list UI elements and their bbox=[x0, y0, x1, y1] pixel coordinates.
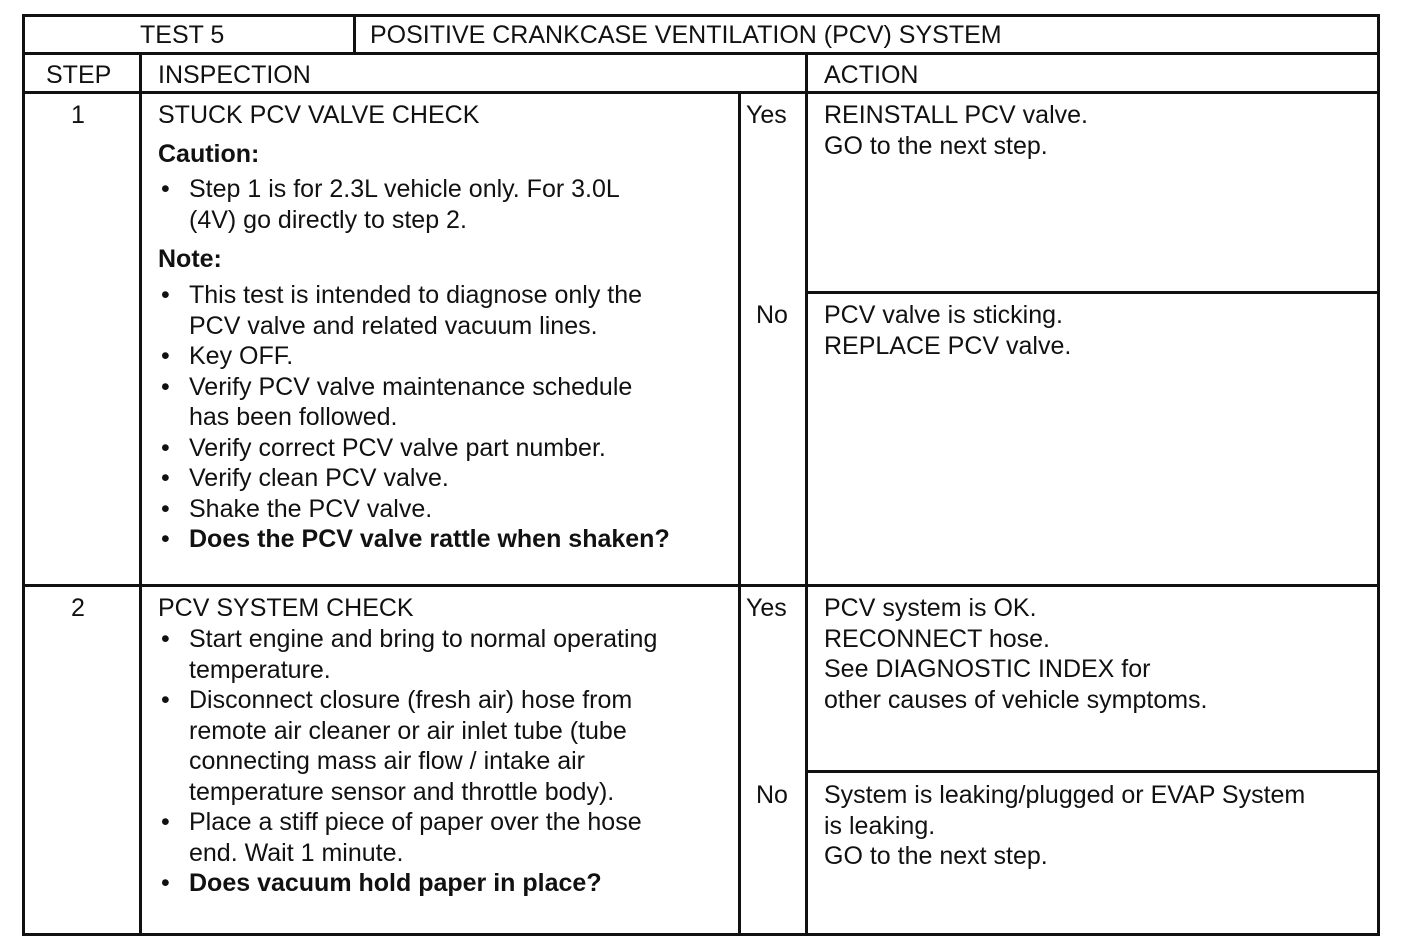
list-item: • This test is intended to diagnose only the PCV valve and related vacuum lines. bbox=[158, 280, 670, 341]
step-title: PCV SYSTEM CHECK bbox=[158, 594, 414, 622]
list-item: • Key OFF. bbox=[158, 341, 670, 372]
list-item: • Verify clean PCV valve. bbox=[158, 463, 670, 494]
list-item: • Shake the PCV valve. bbox=[158, 494, 670, 525]
column-header-step: STEP bbox=[46, 61, 112, 89]
result-yes-label: Yes bbox=[746, 101, 787, 129]
list-item: • Verify correct PCV valve part number. bbox=[158, 433, 670, 464]
table-border-right bbox=[1377, 14, 1380, 936]
no-action: PCV valve is sticking. REPLACE PCV valve. bbox=[824, 301, 1072, 360]
yes-action: PCV system is OK. RECONNECT hose. See DIAGNOSTIC INDEX for other causes of vehicle symptoms. bbox=[824, 594, 1208, 714]
table-divider-header bbox=[22, 52, 1380, 55]
result-no-label: No bbox=[756, 301, 788, 329]
list-item: • Step 1 is for 2.3L vehicle only. For 3.0L (4V) go directly to step 2. bbox=[158, 174, 620, 235]
table-border-bottom bbox=[22, 933, 1380, 936]
table-border-left bbox=[22, 14, 25, 936]
inspection-result-divider bbox=[738, 91, 741, 936]
result-yes-label: Yes bbox=[746, 594, 787, 622]
step-title: STUCK PCV VALVE CHECK bbox=[158, 101, 480, 129]
table-divider-colheader bbox=[22, 91, 1380, 94]
caution-list bbox=[158, 174, 620, 235]
table-divider-step2 bbox=[22, 584, 1380, 587]
list-item-question: • Does the PCV valve rattle when shaken? bbox=[158, 524, 670, 555]
list-item: • Start engine and bring to normal operating temperature. bbox=[158, 624, 657, 685]
system-title: POSITIVE CRANKCASE VENTILATION (PCV) SYSTEM bbox=[370, 21, 1002, 49]
step-number: 1 bbox=[71, 101, 85, 129]
test-label: TEST 5 bbox=[140, 21, 225, 49]
step-column-divider bbox=[139, 52, 142, 936]
table-border-top bbox=[22, 14, 1380, 17]
list-item: • Verify PCV valve maintenance schedule has been followed. bbox=[158, 372, 670, 433]
caution-label: Caution: bbox=[158, 140, 260, 168]
yes-action: REINSTALL PCV valve. GO to the next step. bbox=[824, 101, 1088, 160]
no-action: System is leaking/plugged or EVAP System is leaking. GO to the next step. bbox=[824, 781, 1306, 870]
result-no-label: No bbox=[756, 781, 788, 809]
list-item: • Disconnect closure (fresh air) hose from remote air cleaner or air inlet tube (tube connecting mass air flow / intake air temperature sensor and throttle body). bbox=[158, 685, 657, 807]
list-item-question: • Does vacuum hold paper in place? bbox=[158, 868, 657, 899]
note-list bbox=[158, 280, 670, 555]
column-header-action: ACTION bbox=[824, 61, 919, 89]
list-item: • Place a stiff piece of paper over the hose end. Wait 1 minute. bbox=[158, 807, 657, 868]
step1-yes-no-divider bbox=[807, 291, 1380, 294]
step-number: 2 bbox=[71, 594, 85, 622]
diagnostic-table bbox=[22, 14, 1380, 936]
step2-yes-no-divider bbox=[807, 770, 1380, 773]
header-test-divider bbox=[353, 14, 356, 54]
inspection-list bbox=[158, 624, 657, 899]
action-column-divider bbox=[805, 52, 808, 936]
note-label: Note: bbox=[158, 245, 222, 273]
column-header-inspection: INSPECTION bbox=[158, 61, 311, 89]
